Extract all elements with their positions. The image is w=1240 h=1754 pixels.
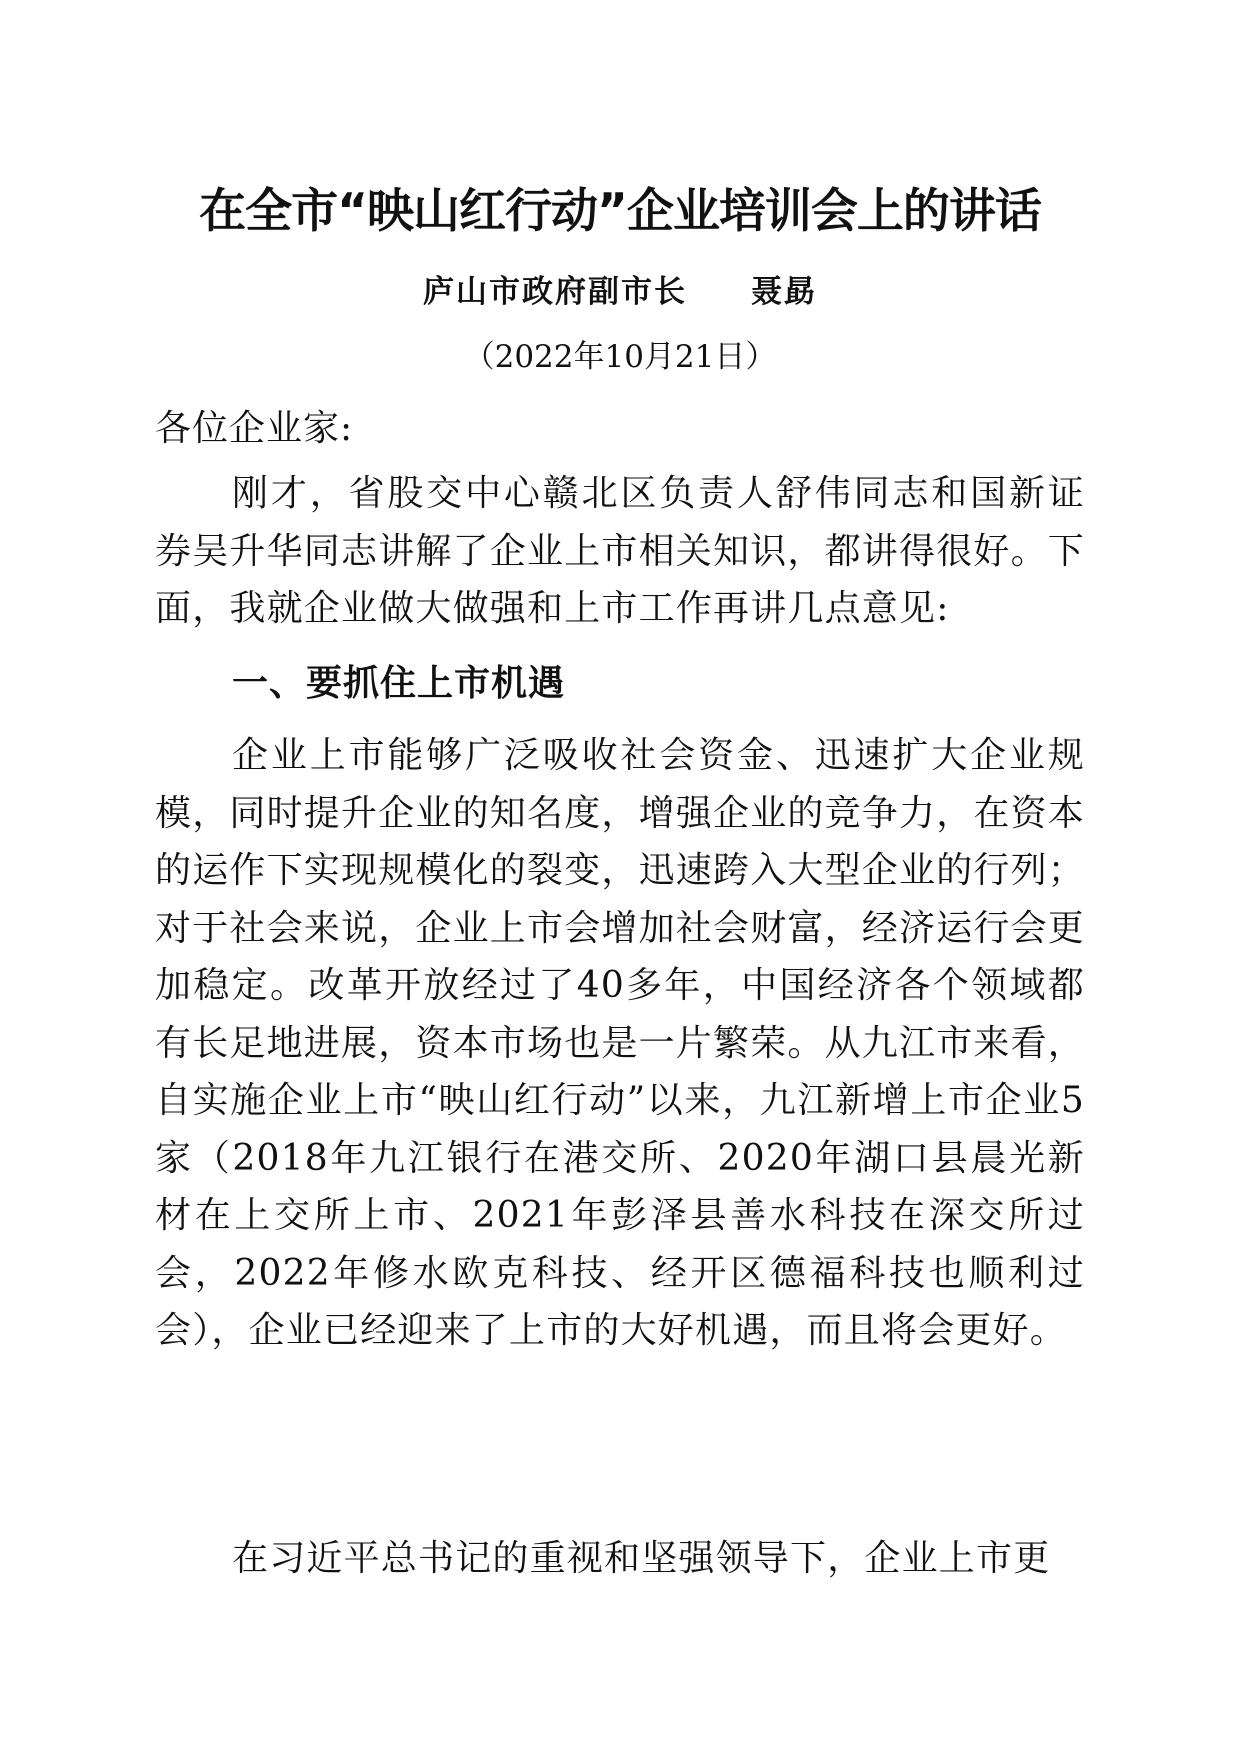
- paragraph-listing-opportunity: 企业上市能够广泛吸收社会资金、迅速扩大企业规模，同时提升企业的知名度，增强企业的竞争力，在资本的运作下实现规模化的裂变，迅速跨入大型企业的行列；对于社会来说，企业上市会增加社会财富，经济运行会更加稳定。改革开放经过了40多年，中国经济各个领域都有长足地进展，资本市场也是一片繁荣。从九江市来看，自实施企业上市“映山红行动”以来，九江新增上市企业5家（2018年九江银行在港交所、2020年湖口县晨光新材在上交所上市、2021年彭泽县善水科技在深交所过会，2022年修水欧克科技、经开区德福科技也顺利过会），企业已经迎来了上市的大好机遇，而且将会更好。: [155, 735, 1086, 1351]
- speech-date: （2022年10月21日）: [463, 339, 777, 375]
- salutation: 各位企业家:: [155, 408, 354, 449]
- paragraph-intro: 刚才，省股交中心赣北区负责人舒伟同志和国新证券吴升华同志讲解了企业上市相关知识，都讲得很好。下面，我就企业做大做强和上市工作再讲几点意见:: [155, 473, 1086, 629]
- section-heading-1: 一、要抓住上市机遇: [232, 663, 566, 704]
- paragraph-leadership: 在习近平总书记的重视和坚强领导下，企业上市更: [232, 1538, 1051, 1579]
- document-title: 在全市“映山红行动”企业培训会上的讲话: [199, 184, 1041, 239]
- speaker-line: 庐山市政府副市长 聂勗: [423, 274, 817, 310]
